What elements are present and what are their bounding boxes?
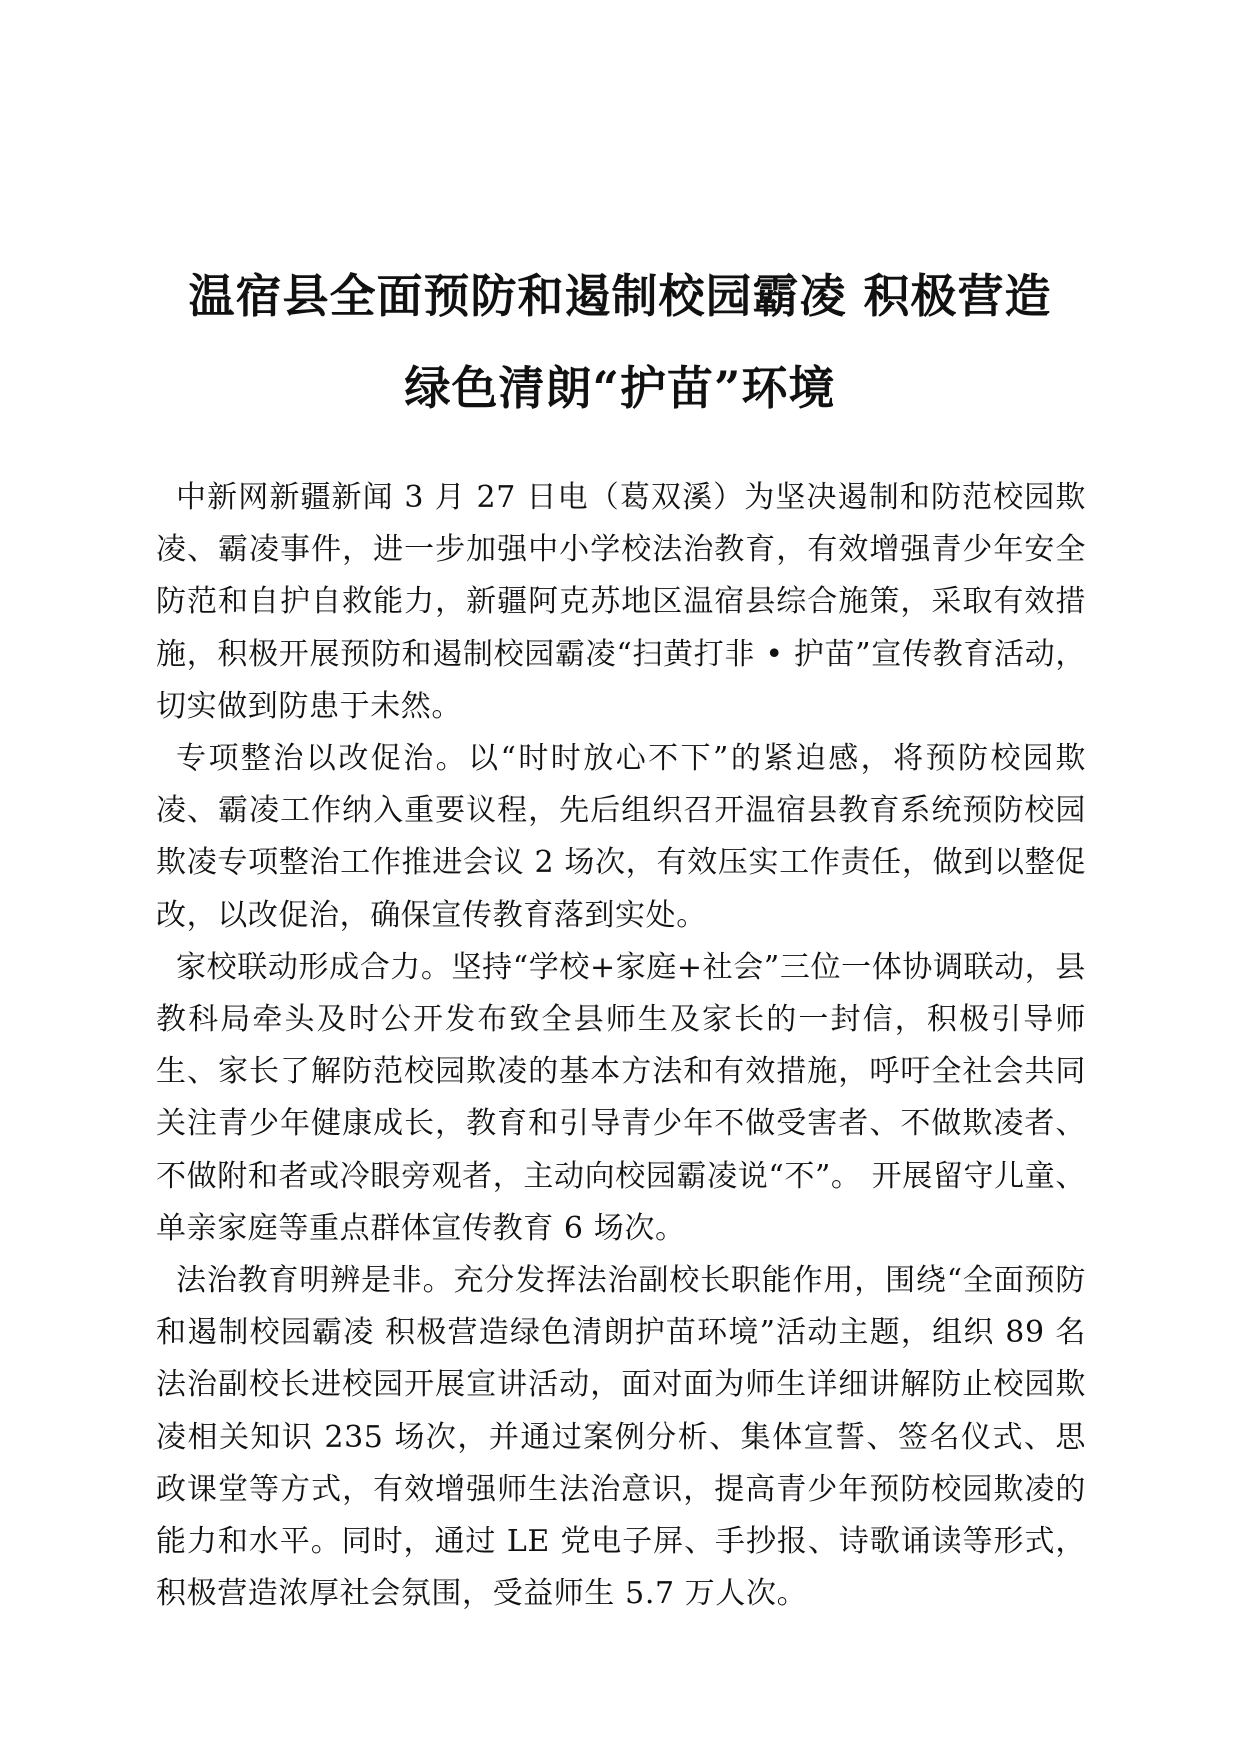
paragraph-home-school-linkage: 家校联动形成合力。坚持“学校+家庭+社会”三位一体协调联动，县教科局牵头及时公开发布致全县师生及家长的一封信，积极引导师生、家长了解防范校园欺凌的基本方法和有效措施，呼吁全社会共同关注青少年健康成长，教育和引导青少年不做受害者、不做欺凌者、不做附和者或冷眼旁观者，主动向校园霸凌说“不”。 开展留守儿童、单亲家庭等重点群体宣传教育 6 场次。 [156, 949, 1086, 1246]
title-line-2: 绿色清朗“护苗”环境 [404, 361, 836, 415]
article-body [156, 472, 1086, 1620]
title-line-1: 温宿县全面预防和遏制校园霸凌 积极营造 [188, 269, 1052, 323]
paragraph-special-rectification: 专项整治以改促治。以“时时放心不下”的紧迫感，将预防校园欺凌、霸凌工作纳入重要议程，先后组织召开温宿县教育系统预防校园欺凌专项整治工作推进会议 2 场次，有效压实工作责任，做到以整促改，以改促治，确保宣传教育落到实处。 [156, 741, 1086, 933]
document-title [150, 250, 1090, 434]
paragraph-legal-education: 法治教育明辨是非。充分发挥法治副校长职能作用，围绕“全面预防和遏制校园霸凌 积极营造绿色清朗护苗环境”活动主题，组织 89 名法治副校长进校园开展宣讲活动，面对面为师生详细讲解防止校园欺凌相关知识 235 场次，并通过案例分析、集体宣誓、签名仪式、思政课堂等方式，有效增强师生法治意识，提高青少年预防校园欺凌的能力和水平。同时，通过 LE 党电子屏、手抄报、诗歌诵读等形式，积极营造浓厚社会氛围，受益师生 5.7 万人次。 [156, 1263, 1086, 1612]
paragraph-intro: 中新网新疆新闻 3 月 27 日电（葛双溪）为坚决遏制和防范校园欺凌、霸凌事件，进一步加强中小学校法治教育，有效增强青少年安全防范和自护自救能力，新疆阿克苏地区温宿县综合施策，采取有效措施，积极开展预防和遏制校园霸凌“扫黄打非 • 护苗”宣传教育活动，切实做到防患于未然。 [156, 480, 1086, 724]
